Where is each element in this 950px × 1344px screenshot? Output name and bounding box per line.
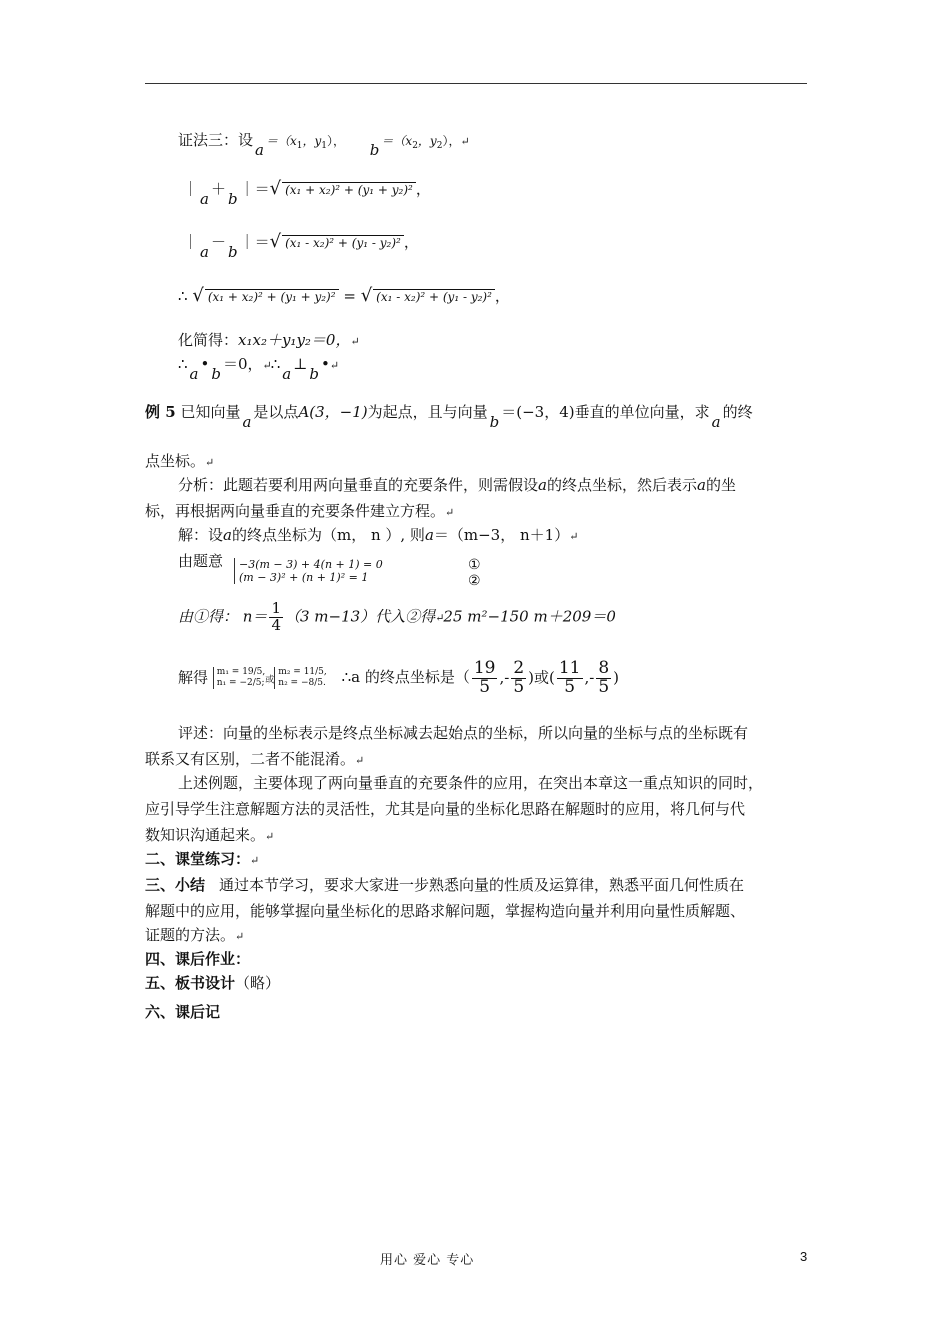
equality-line [178, 285, 510, 307]
section-title: 三、小结 [145, 876, 206, 894]
abs-bar-right: ｜＝ [239, 180, 270, 198]
fraction-numerator: 8 [598, 658, 610, 678]
n1-value: n₁ = −2/5; [216, 678, 265, 689]
example-text: 的终 [722, 403, 753, 421]
solve-line [178, 660, 619, 697]
coord-b-prefix: ＝（x [381, 134, 413, 148]
solve-label: 解得 [178, 668, 209, 687]
or-small: 或 [265, 675, 275, 686]
section-homework [145, 950, 250, 968]
paragraph-mark: ↵ [265, 830, 274, 843]
diff-radicand: (x₁ - x₂)² + (y₁ - y₂)² [282, 235, 404, 250]
vector-a: a [696, 476, 706, 494]
vector-b: b [489, 413, 500, 431]
separator: ,- [584, 668, 595, 687]
section-postscript [145, 1003, 220, 1021]
fraction-numerator: 1 [271, 599, 281, 617]
fraction-8-5 [596, 660, 611, 697]
minus-operator: － [210, 233, 226, 251]
solution-text: 解：设 [178, 526, 224, 544]
fraction-19-5 [472, 660, 498, 697]
radical-sign: √ [269, 231, 282, 252]
section-summary-line-2 [145, 902, 745, 920]
system-label: 由题意 [178, 552, 224, 570]
summary-line-3 [145, 826, 273, 844]
coord-b-close: ）， [442, 134, 461, 148]
solution-text: ＝（m−3， n＋1） [433, 526, 570, 544]
section-text: 证题的方法。 [145, 926, 236, 944]
m1-value: m₁ = 19/5, [216, 667, 266, 678]
example-text: 已知向量 [180, 403, 241, 421]
section-board-design [145, 974, 280, 992]
vector-a: a [200, 243, 209, 261]
paragraph-mark: ↵ [350, 335, 359, 348]
summary-text: 数知识沟通起来。 [145, 826, 266, 844]
summary-line-1 [178, 774, 763, 792]
paragraph-mark: ↵ [250, 854, 259, 867]
comma: ， [415, 180, 431, 198]
section-summary-line-3 [145, 926, 243, 944]
fraction-one-quarter [269, 601, 283, 634]
coord-b-sep: ，y [417, 134, 437, 148]
example-text: 为起点，且与向量 [367, 403, 488, 421]
paragraph-mark: ↵ [235, 930, 244, 943]
equals-sign: = [343, 287, 356, 305]
review-line-1 [178, 724, 748, 742]
circle-two: ② [468, 573, 481, 589]
end-dot: • [320, 355, 330, 373]
example-label: 例 5 [145, 403, 176, 421]
paragraph-mark: ↵ [460, 135, 469, 148]
example-text: 点坐标。 [145, 452, 206, 470]
dot-result: ＝0， [222, 355, 263, 373]
sub-y2: 2 [436, 141, 443, 151]
footer-motto: 用心 爱心 专心 [380, 1253, 475, 1268]
equation-numbers [468, 557, 481, 589]
fraction-2-5 [511, 660, 526, 697]
fraction-numerator: 11 [558, 658, 581, 678]
simplify-line [178, 331, 359, 349]
section-title: 五、板书设计 [145, 974, 236, 992]
plus-operator: ＋ [210, 180, 226, 198]
section-title: 六、课后记 [145, 1003, 221, 1021]
sub-x2: 2 [412, 141, 418, 151]
vector-b: b [309, 365, 319, 383]
sub-x1: 1 [296, 141, 303, 151]
fraction-denominator: 5 [598, 676, 610, 697]
vector-b: b [227, 190, 238, 208]
paragraph-mark: ↵ [355, 754, 364, 767]
analysis-text: 分析：此题若要利用两向量垂直的充要条件，则需假设 [178, 476, 539, 494]
analysis-line-2 [145, 502, 453, 520]
summary-text: 应引导学生注意解题方法的灵活性，尤其是向量的坐标化思路在解题时的应用，将几何与代 [145, 800, 746, 818]
therefore-symbol: ∴ [178, 355, 188, 373]
substitution-text: （3 m−13）代入②得 [284, 607, 436, 626]
analysis-line-1 [178, 476, 736, 494]
fraction-11-5 [557, 660, 583, 697]
fraction-numerator: 2 [513, 658, 525, 678]
fraction-denominator: 5 [513, 676, 525, 697]
section-title: 四、课后作业： [145, 950, 251, 968]
vector-a: a [255, 141, 264, 159]
section-text: 通过本节学习，要求大家进一步熟悉向量的性质及运算律，熟悉平面几何性质在 [219, 876, 745, 894]
solution-text: 的终点坐标为（m， n ）, 则 [231, 526, 425, 544]
vector-a: a [282, 365, 292, 383]
vector-a: a [189, 365, 199, 383]
vector-b: b [211, 365, 221, 383]
n2-value: n₂ = −8/5. [278, 678, 326, 689]
equation-1: −3(m − 3) + 4(n + 1) = 0 [239, 558, 383, 571]
summary-text: 上述例题，主要体现了两向量垂直的充要条件的应用，在突出本章这一重点知识的同时， [178, 774, 764, 792]
example-text: 是以点 [253, 403, 299, 421]
dot-operator: • [200, 355, 210, 373]
page-number: 3 [800, 1249, 808, 1264]
radical-sign: √ [269, 178, 282, 199]
paragraph-mark: ↵ [569, 530, 578, 543]
header-rule [145, 83, 807, 84]
sum-radicand: (x₁ + x₂)² + (y₁ + y₂)² [205, 289, 339, 304]
perpendicular-symbol: ⊥ [293, 355, 308, 373]
radical-sign: √ [192, 285, 204, 306]
vector-a: a [242, 413, 252, 431]
m2-value: m₂ = 11/5, [278, 667, 327, 678]
dot-product-line [178, 355, 339, 383]
therefore-symbol: ∴ [178, 287, 188, 305]
example-5-line-1 [145, 403, 753, 431]
summary-line-2 [145, 800, 745, 818]
review-text: 联系又有区别，二者不能混淆。 [145, 750, 356, 768]
paragraph-mark: ↵ [205, 456, 214, 469]
review-line-2 [145, 750, 363, 768]
vector-a: a [424, 526, 434, 544]
section-note: （略） [235, 974, 281, 992]
section-summary-line-1 [145, 876, 744, 894]
vector-a: a [711, 413, 721, 431]
vector-a: a [538, 476, 547, 494]
sum-radicand: (x₁ + x₂)² + (y₁ + y₂)² [282, 182, 416, 197]
proof-intro-line [178, 131, 469, 159]
fraction-denominator: 4 [271, 615, 281, 634]
paragraph-mark: ↵ [435, 611, 444, 625]
abs-bar-left: ｜ [183, 180, 199, 198]
example-text: ＝(−3，4)垂直的单位向量，求 [501, 403, 710, 421]
paragraph-mark: ↵ [329, 359, 339, 372]
circle-one: ① [468, 557, 481, 573]
sub-y1: 1 [321, 141, 327, 151]
close-paren: ) [613, 668, 620, 687]
comma: ， [494, 287, 510, 305]
coord-a-prefix: ＝（x [265, 134, 297, 148]
vector-b: b [369, 141, 380, 159]
or-separator: )或( [528, 668, 555, 687]
substitution-line [178, 601, 616, 634]
coord-a-close: ）， [327, 134, 346, 148]
analysis-text: 的终点坐标，然后表示 [546, 476, 697, 494]
example-5-line-2 [145, 452, 213, 470]
quadratic-equation: 25 m²−150 m＋209＝0 [443, 607, 616, 626]
system-line [178, 552, 223, 570]
diff-radicand: (x₁ - x₂)² + (y₁ - y₂)² [373, 289, 495, 304]
separator: ,- [499, 668, 510, 687]
solution-set-1 [213, 667, 265, 689]
section-title: 二、课堂练习： [145, 850, 251, 868]
proof-intro-text: 证法三：设 [178, 131, 254, 149]
substitution-text: 由①得： n＝ [178, 607, 268, 626]
paragraph-mark: ↵ [262, 359, 271, 372]
diff-magnitude-line [183, 231, 419, 261]
fraction-denominator: 5 [564, 676, 576, 697]
abs-bar-left: ｜ [183, 233, 199, 251]
section-classroom-practice [145, 850, 258, 868]
paragraph-mark: ↵ [445, 506, 454, 519]
analysis-text: 的坐 [705, 476, 736, 494]
analysis-text: 标，再根据两向量垂直的充要条件建立方程。 [145, 502, 446, 520]
solution-line-1 [178, 526, 577, 544]
abs-bar-right: ｜＝ [239, 233, 270, 251]
review-text: 评述：向量的坐标表示是终点坐标减去起始点的坐标，所以向量的坐标与点的坐标既有 [178, 724, 749, 742]
therefore-symbol: ∴ [270, 355, 281, 373]
vector-a: a [223, 526, 232, 544]
simplify-label: 化简得： [178, 331, 239, 349]
radical-sign: √ [360, 285, 373, 306]
start-point: A(3，−1) [298, 403, 368, 421]
solution-set-2 [274, 667, 326, 689]
equation-system [234, 558, 383, 584]
coord-a-sep: ，y [302, 134, 322, 148]
equation-2: (m − 3)² + (n + 1)² = 1 [239, 571, 369, 584]
comma: ， [403, 233, 419, 251]
sum-magnitude-line [183, 178, 431, 208]
vector-b: b [227, 243, 238, 261]
result-text: ∴a 的终点坐标是（ [341, 668, 470, 687]
vector-a: a [200, 190, 209, 208]
fraction-denominator: 5 [479, 676, 491, 697]
section-text: 解题中的应用，能够掌握向量坐标化的思路求解问题，掌握构造向量并利用向量性质解题、 [145, 902, 746, 920]
fraction-numerator: 19 [473, 658, 496, 678]
simplify-expression: x₁x₂＋y₁y₂＝0， [238, 331, 351, 349]
